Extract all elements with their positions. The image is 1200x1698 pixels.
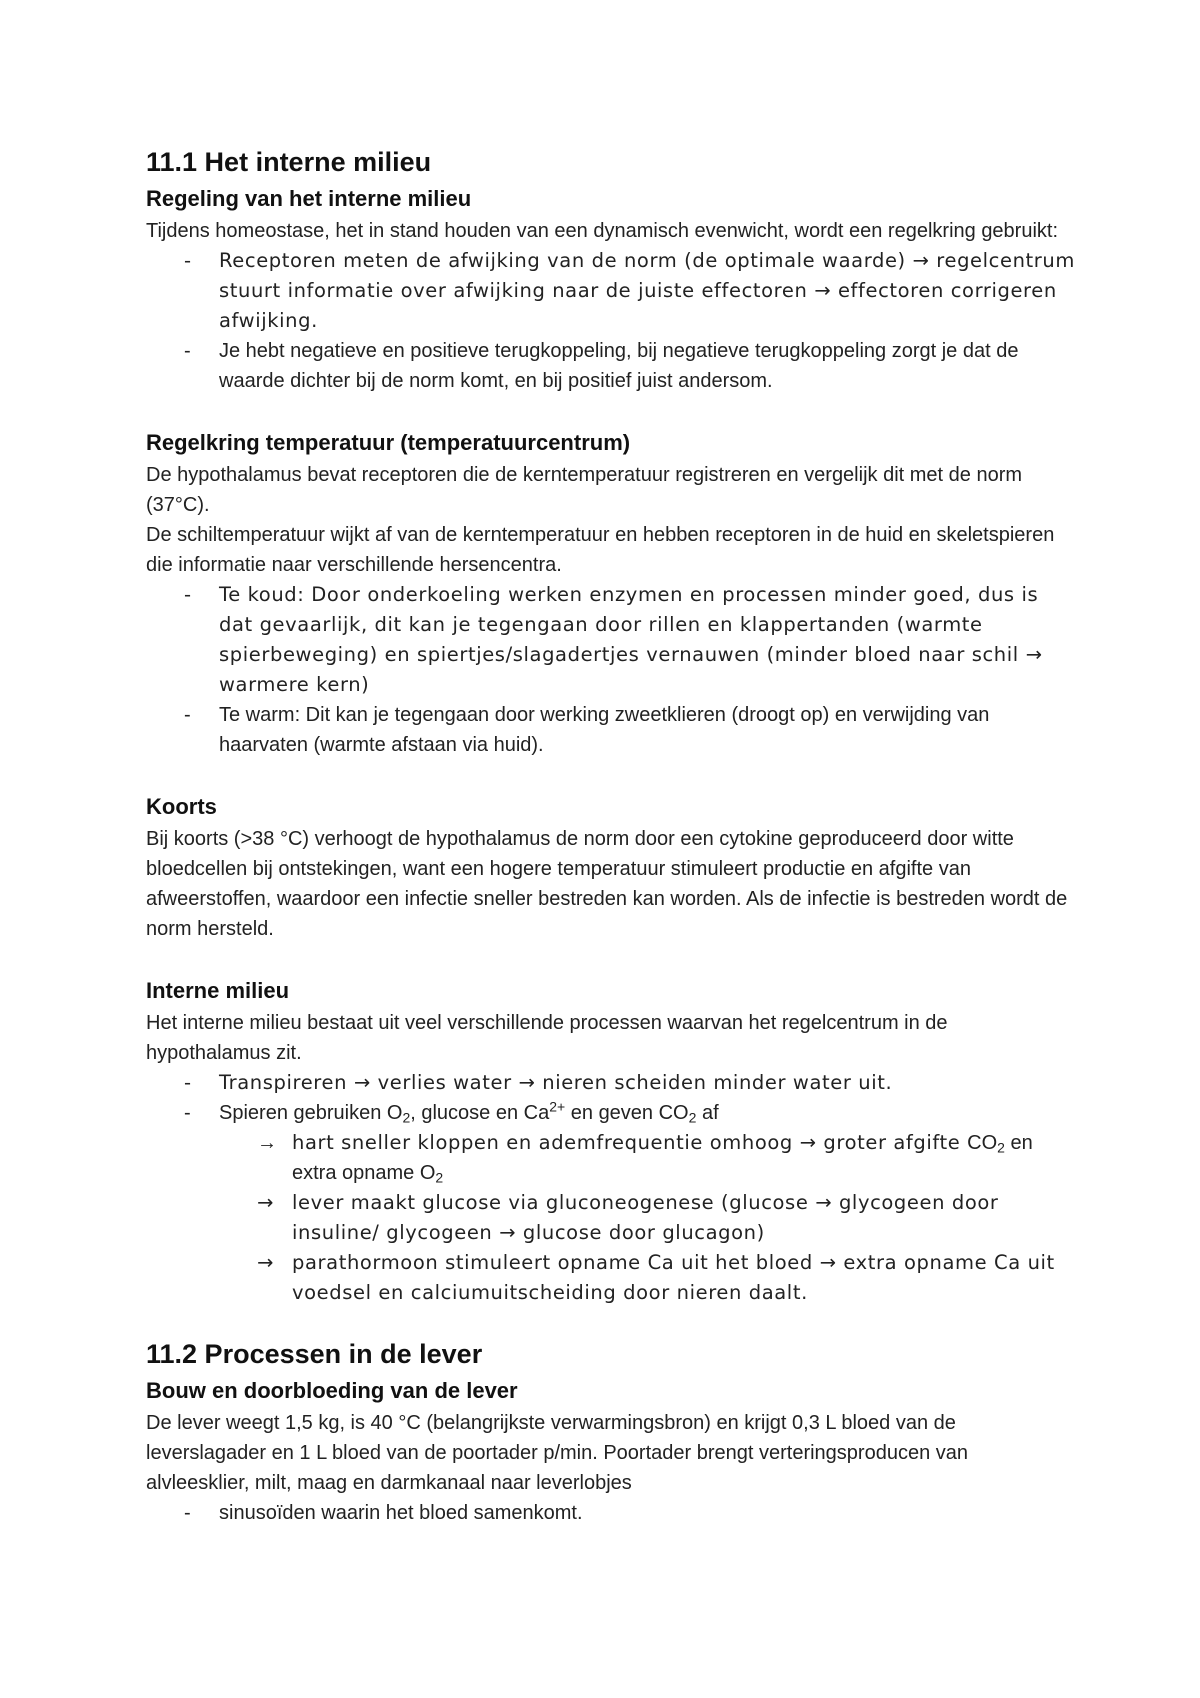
paragraph-regeling-intro: Tijdens homeostase, het in stand houden van een dynamisch evenwicht, wordt een regelkring gebruikt: bbox=[146, 220, 1059, 242]
list-item bbox=[146, 1098, 1076, 1308]
list-bouw bbox=[146, 1498, 1076, 1528]
list-item-text: Je hebt negatieve en positieve terugkoppeling, bij negatieve terugkoppeling zorgt je dat de waarde dichter bij de norm komt, en bij positief juist andersom. bbox=[219, 340, 1019, 392]
list-item bbox=[146, 246, 1076, 336]
list-item-text: parathormoon stimuleert opname Ca uit het bloed → extra opname Ca uit voedsel en calciumuitscheiding door nieren daalt. bbox=[292, 1251, 1055, 1304]
list-item-text: Spieren gebruiken $O_2$, glucose en $Ca^{2+}$ en geven $CO_2$ af bbox=[219, 1098, 719, 1126]
heading-temperatuur: Regelkring temperatuur (temperatuurcentrum) bbox=[146, 430, 631, 455]
list-item bbox=[219, 1128, 1076, 1188]
list-item bbox=[146, 700, 1076, 760]
list-interne-milieu bbox=[146, 1068, 1076, 1308]
list-item bbox=[146, 1068, 1076, 1098]
paragraph-interne-milieu: Het interne milieu bestaat uit veel verschillende processen waarvan het regelcentrum in de hypothalamus zit. bbox=[146, 1012, 948, 1064]
list-item-text: Transpireren → verlies water → nieren scheiden minder water uit. bbox=[219, 1071, 893, 1094]
dash-bullet: - bbox=[184, 340, 191, 362]
heading-interne-milieu: Interne milieu bbox=[146, 978, 290, 1003]
dash-bullet: - bbox=[184, 1102, 191, 1124]
list-item-text: Receptoren meten de afwijking van de norm (de optimale waarde) → regelcentrum stuurt informatie over afwijking naar de juiste effectoren → effectoren corrigeren afwijking. bbox=[219, 249, 1075, 332]
list-item-text: sinusoïden waarin het bloed samenkomt. bbox=[219, 1502, 583, 1524]
section-title-11-2: 11.2 Processen in de lever bbox=[146, 1339, 483, 1369]
paragraph-temperatuur-1: De hypothalamus bevat receptoren die de kerntemperatuur registreren en vergelijk dit met de norm (37°C). bbox=[146, 464, 1023, 516]
list-item bbox=[146, 580, 1076, 700]
dash-bullet: - bbox=[184, 1071, 192, 1094]
heading-regeling: Regeling van het interne milieu bbox=[146, 186, 472, 211]
heading-koorts: Koorts bbox=[146, 794, 217, 819]
document-page bbox=[146, 142, 1076, 1528]
list-item-text: Te warm: Dit kan je tegengaan door werking zweetklieren (droogt op) en verwijding van haarvaten (warmte afstaan via huid). bbox=[219, 704, 990, 756]
list-item bbox=[146, 336, 1076, 396]
list-regeling bbox=[146, 246, 1076, 396]
list-item bbox=[219, 1188, 1076, 1248]
dash-bullet: - bbox=[184, 704, 191, 726]
sublist-spieren bbox=[219, 1128, 1076, 1308]
paragraph-bouw: De lever weegt 1,5 kg, is 40 °C (belangrijkste verwarmingsbron) en krijgt 0,3 L bloed van de leverslagader en 1 L bloed van de poortader p/min. Poortader brengt verteringsproducen van alvleesklier, milt, maag en darmkanaal naar leverlobjes bbox=[146, 1412, 969, 1494]
list-item-text: Te koud: Door onderkoeling werken enzymen en processen minder goed, dus is dat gevaarlijk, dit kan je tegengaan door rillen en klappertanden (warmte spierbeweging) en spiertjes/slagadertjes vernauwen (minder bloed naar schil → warmere kern) bbox=[219, 583, 1043, 696]
arrow-icon: → bbox=[257, 1191, 274, 1214]
dash-bullet: - bbox=[184, 583, 192, 606]
paragraph-koorts: Bij koorts (>38 °C) verhoogt de hypothalamus de norm door een cytokine geproduceerd door witte bloedcellen bij ontstekingen, want een hogere temperatuur stimuleert productie en afgifte van afweerstoffen, waardoor een infectie sneller bestreden kan worden. Als de infectie is bestreden wordt de norm hersteld. bbox=[146, 828, 1068, 940]
list-item bbox=[146, 1498, 1076, 1528]
arrow-icon: → bbox=[257, 1251, 274, 1274]
list-item-text: hart sneller kloppen en ademfrequentie omhoog → groter afgifte $CO_2$ en extra opname $O_2$ bbox=[292, 1131, 1033, 1186]
paragraph-temperatuur-2: De schiltemperatuur wijkt af van de kerntemperatuur en hebben receptoren in de huid en skeletspieren die informatie naar verschillende hersencentra. bbox=[146, 524, 1055, 576]
heading-bouw: Bouw en doorbloeding van de lever bbox=[146, 1378, 518, 1403]
section-title-11-1: 11.1 Het interne milieu bbox=[146, 147, 432, 177]
dash-bullet: - bbox=[184, 1502, 191, 1524]
dash-bullet: - bbox=[184, 249, 192, 272]
list-item-text: lever maakt glucose via gluconeogenese (glucose → glycogeen door insuline/ glycogeen → glucose door glucagon) bbox=[292, 1191, 999, 1244]
list-item bbox=[219, 1248, 1076, 1308]
arrow-icon: → bbox=[257, 1132, 277, 1154]
list-temperatuur bbox=[146, 580, 1076, 760]
